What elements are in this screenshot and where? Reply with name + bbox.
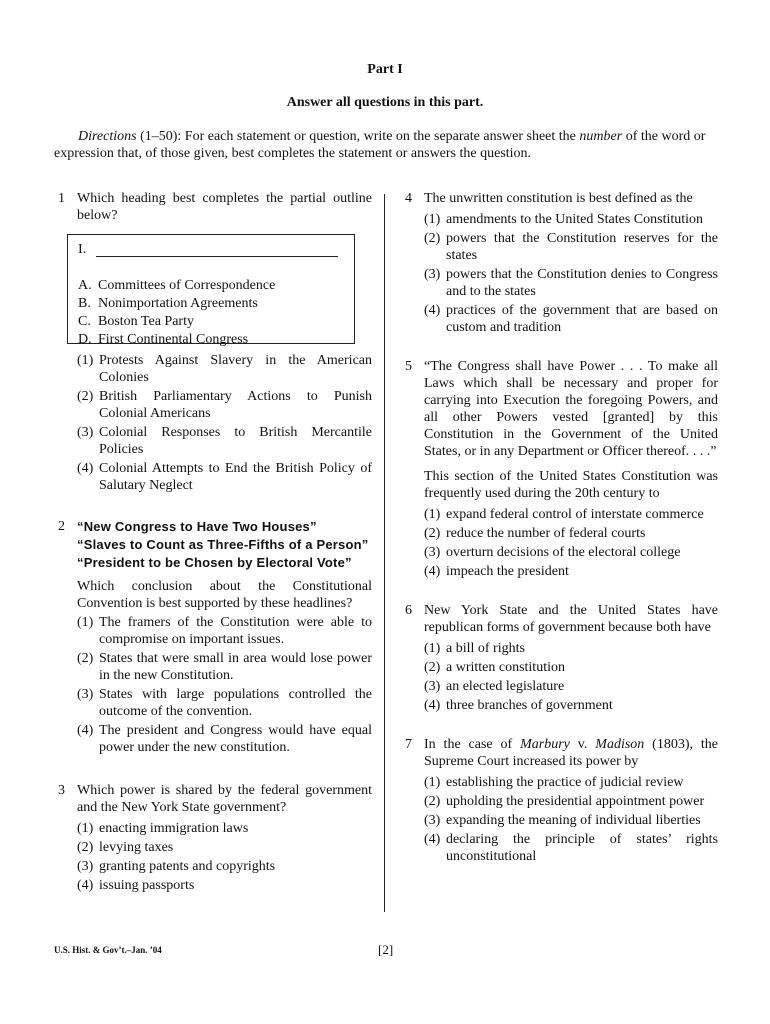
option-text: Colonial Responses to British Mercantile Policies [99,425,372,457]
question-4 [405,190,718,336]
option-number: (1) [77,615,94,630]
outline-item-letter: C. [78,314,91,329]
question-number: 1 [58,191,65,206]
option-number: (1) [77,821,94,836]
question-number: 6 [405,603,412,618]
option-text: reduce the number of federal courts [446,526,646,541]
question-2 [58,518,372,756]
answer-option [424,506,718,523]
option-number: (4) [424,303,441,318]
answer-option [424,525,718,542]
answer-option [77,722,372,756]
answer-option [424,230,718,264]
option-number: (3) [77,425,94,440]
answer-option [77,839,372,856]
question-stem: This section of the United States Constitution was frequently used during the 20th century to [424,469,718,501]
option-number: (4) [77,461,94,476]
option-text: practices of the government that are based on custom and tradition [446,303,718,335]
option-number: (3) [424,813,441,828]
question-3 [58,782,372,894]
option-text: powers that the Constitution denies to Congress and to the states [446,267,718,299]
outline-item [78,313,346,331]
option-number: (3) [77,859,94,874]
option-number: (3) [77,687,94,702]
option-number: (2) [424,231,441,246]
outline-items [78,277,346,349]
option-text: expand federal control of interstate commerce [446,507,704,522]
answer-option [77,352,372,386]
answer-option [424,640,718,657]
outline-item-letter: B. [78,296,91,311]
option-number: (1) [77,353,94,368]
footer-exam-code: U.S. Hist. & Gov’t.–Jan. ’04 [54,945,162,955]
option-text: three branches of government [446,698,613,713]
question-number: 5 [405,359,412,374]
option-text: States that were small in area would lose power in the new Constitution. [99,651,372,683]
option-text: issuing passports [99,878,195,893]
directions-emphasis: number [579,129,623,144]
outline-roman-numeral: I. [78,242,87,257]
option-text: powers that the Constitution reserves for the states [446,231,718,263]
answer-option [424,211,718,228]
option-number: (4) [424,564,441,579]
question-6 [405,602,718,714]
option-number: (1) [424,212,441,227]
outline-item [78,277,346,295]
outline-item-text: Committees of Correspondence [98,278,276,293]
answer-option [424,563,718,580]
answer-option [77,820,372,837]
answer-option [424,266,718,300]
option-number: (4) [77,723,94,738]
question-stem: Which conclusion about the Constitutional Convention is best supported by these headlines? [77,579,372,611]
option-text: a written constitution [446,660,565,675]
part-title: Part I [367,62,403,77]
answer-option [424,774,718,791]
right-column [405,190,718,865]
option-text: States with large populations controlled the outcome of the convention. [99,687,372,719]
option-text: enacting immigration laws [99,821,249,836]
answer-option [424,544,718,561]
case-name: Marbury [520,737,570,752]
case-name: Madison [595,737,645,752]
answer-option [424,831,718,865]
column-divider [384,194,385,912]
stem-text: (1803), the Supreme Court increased its power by [424,737,718,769]
option-number: (4) [424,698,441,713]
option-text: The president and Congress would have equal power under the new constitution. [99,723,372,755]
option-number: (2) [424,794,441,809]
option-text: impeach the president [446,564,569,579]
option-text: amendments to the United States Constitution [446,212,704,227]
question-1 [58,190,372,494]
directions-text-1: (1–50): For each statement or question, write on the separate answer sheet the [136,129,580,144]
partial-outline-box [67,234,355,347]
option-number: (3) [424,679,441,694]
question-number: 4 [405,191,412,206]
option-number: (1) [424,775,441,790]
option-number: (2) [424,660,441,675]
question-stem: Which power is shared by the federal government and the New York State government? [77,783,372,815]
outline-item-text: First Continental Congress [98,332,249,347]
option-text: The framers of the Constitution were able to compromise on important issues. [99,615,372,647]
left-column [58,190,372,894]
option-number: (2) [424,526,441,541]
directions-paragraph [54,128,718,162]
answer-option [424,678,718,695]
question-7 [405,736,718,865]
option-text: declaring the principle of states’ rights unconstitutional [446,832,718,864]
stem-text: In the case of [424,737,521,752]
headline: “Slaves to Count as Three-Fifths of a Person” [77,537,369,552]
option-text: an elected legislature [446,679,565,694]
option-number: (2) [77,840,94,855]
stem-text: v. [569,737,596,752]
option-text: British Parliamentary Actions to Punish Colonial Americans [99,389,372,421]
option-text: overturn decisions of the electoral college [446,545,681,560]
option-number: (4) [77,878,94,893]
headline: “New Congress to Have Two Houses” [77,519,317,534]
answer-option [424,812,718,829]
option-text: Colonial Attempts to End the British Policy of Salutary Neglect [99,461,372,493]
outline-item-letter: D. [78,332,92,347]
option-number: (1) [424,507,441,522]
answer-option [424,697,718,714]
option-text: granting patents and copyrights [99,859,276,874]
option-number: (1) [424,641,441,656]
page-number: [2] [378,942,394,957]
answer-option [77,877,372,894]
answer-option [424,793,718,810]
answer-option [77,858,372,875]
option-number: (3) [424,545,441,560]
option-text: expanding the meaning of individual liberties [446,813,701,828]
question-number: 7 [405,737,412,752]
answer-option [77,614,372,648]
option-number: (4) [424,832,441,847]
headline: “President to be Chosen by Electoral Vote” [77,555,352,570]
option-text: a bill of rights [446,641,525,656]
directions-label: Directions [78,129,137,144]
option-text: Protests Against Slavery in the American Colonies [99,353,372,385]
answer-option [77,650,372,684]
question-stem: The unwritten constitution is best defined as the [424,191,693,206]
outline-item [78,331,346,349]
answer-option [424,659,718,676]
headlines-block [77,518,372,572]
question-stem: Which heading best completes the partial outline below? [77,191,372,223]
option-number: (2) [77,651,94,666]
outline-item-letter: A. [78,278,92,293]
constitution-quote: “The Congress shall have Power . . . To make all Laws which shall be necessary and proper for carrying into Execution the foregoing Powers, and all other Powers vested [granted] by this Constitution in the Government of the United States, or in any Department or Officer thereof. . . .” [424,359,718,459]
outline-item [78,295,346,313]
option-number: (3) [424,267,441,282]
answer-option [424,302,718,336]
directions-text-2: of the word or expression that, of those given, best completes the statement or answers the question. [54,129,706,161]
option-text: levying taxes [99,840,174,855]
option-number: (2) [77,389,94,404]
option-text: establishing the practice of judicial review [446,775,684,790]
question-number: 2 [58,519,65,534]
question-5 [405,358,718,580]
question-stem: New York State and the United States have republican forms of government because both have [424,603,718,635]
question-stem [424,736,718,770]
outline-blank-line [96,256,338,257]
answer-option [77,388,372,422]
outline-item-text: Nonimportation Agreements [98,296,258,311]
instruction-heading: Answer all questions in this part. [286,95,484,110]
answer-option [77,424,372,458]
answer-option [77,460,372,494]
option-text: upholding the presidential appointment power [446,794,705,809]
outline-heading [78,241,346,263]
answer-option [77,686,372,720]
outline-item-text: Boston Tea Party [98,314,194,329]
question-number: 3 [58,783,65,798]
